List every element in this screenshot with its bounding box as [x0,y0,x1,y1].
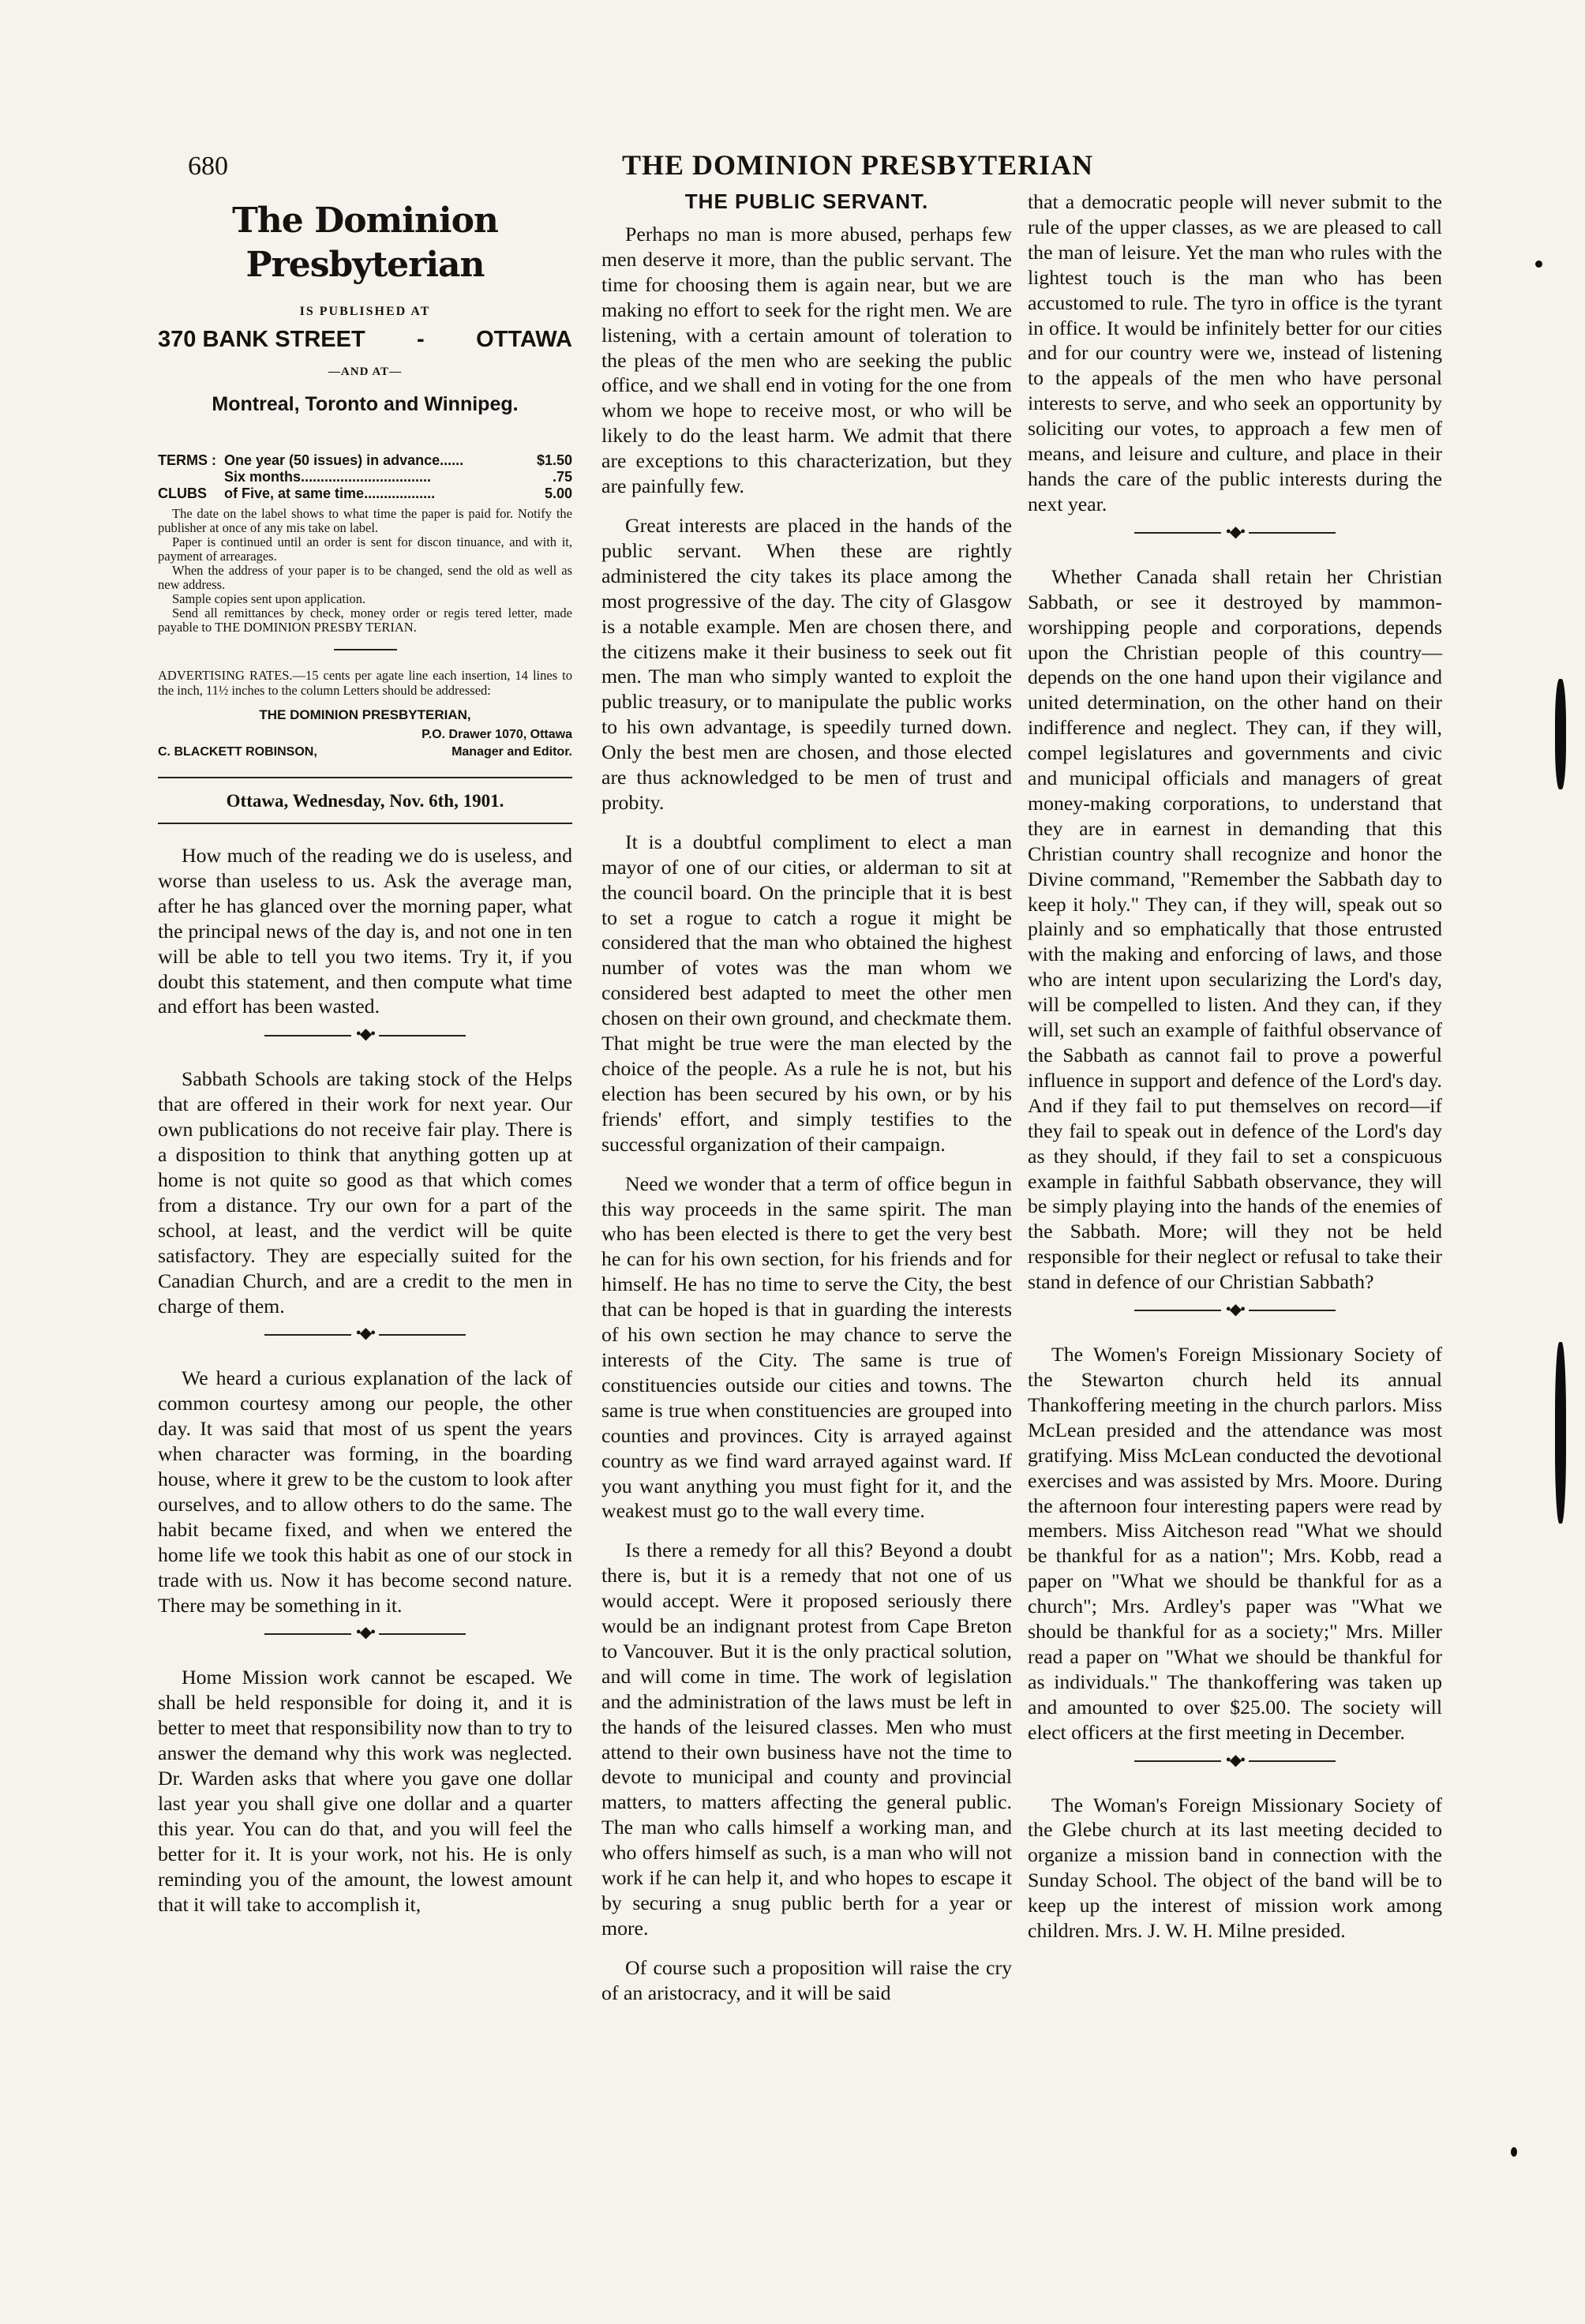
advertising-rates: ADVERTISING RATES.—15 cents per agate line each insertion, 14 lines to the inch, 11½ inches to the column Letters should be addressed: [158,668,572,698]
address-city: OTTAWA [476,327,572,352]
column-1 [158,189,572,1917]
divider [334,649,397,650]
news-paragraph: The Woman's Foreign Missionary Society of the Glebe church at its last meeting decided to organize a mission band in connection with the Sunday School. The object of the band will be to keep up the interest of mission work among children. Mrs. J. W. H. Milne presided. [1028,1793,1442,1943]
page-number: 680 [188,152,228,181]
address-dash: - [417,327,425,352]
postal-box: P.O. Drawer 1070, Ottawa [422,728,572,741]
terms-row: Six months................................. .75 [224,469,572,485]
terms-row: TERMS : One year (50 issues) in advance...... $1.50 [158,452,572,468]
scan-mark [1555,679,1566,789]
section-ornament: •◆• [158,1624,572,1641]
subscription-notices: The date on the label shows to what time the paper is paid for. Notify the publisher at once of any mis take on label. Paper is continued until an order is sent for discon tinuance, and with it, payment of arrearages. When the address of your paper is to be changed, send the old as well as new address. Sample copies sent upon application. Send all remittances by check, money order or regis tered letter, made payable to THE DOMINION PRESBY TERIAN. [158,506,572,635]
article-paragraph: that a democratic people will never submit to the rule of the upper classes, as we are pleased to call the man of leisure. Yet the man who rules with the lightest touch is the man who has been accustomed to rule. The tyro in office is the tyrant in office. It would be infinitely better for our cities and for our country were we, instead of listening to the appeals of the men who have personal interests to serve, and who seek an opportunity by soliciting our votes, to approach a few men of means, and leisure and culture, and place in their hands the care of the public interests during the next year. [1028,190,1442,515]
masthead-title: The Dominion Presbyterian [232,201,498,285]
scan-mark [1555,1342,1566,1524]
editorial-paragraph: How much of the reading we do is useless, and worse than useless to us. Ask the average man, after he has glanced over the morning paper, what the principal news of the day is, and not one in ten will be able to tell you two items. Try it, if you doubt this statement, and then compute what time and effort has been wasted. [158,844,572,1018]
terms-row: CLUBS of Five, at same time.................. 5.00 [158,485,572,501]
and-at: —AND AT— [328,365,403,378]
editorial-paragraph: We heard a curious explanation of the lack of common courtesy among our people, the other day. It was said that most of us spent the years when character was forming, in the boarding house, where it grew to be the custom to look after ourselves, and to allow others to do the same. The habit became fixed, and when we entered the home life we took this habit as one of our stock in trade with us. Now it has become second nature. There may be something in it. [158,1366,572,1617]
article-paragraph: It is a doubtful compliment to elect a man mayor of one of our cities, or alderman to sit at the council board. On the principle that it is best to set a rogue to catch a rogue it might be considered that the man who obtained the highest number of votes was the man whom we considered best adapted to meet the other men chosen on their own ground, and checkmate them. That might be true were the man elected by the choice of the people. As a rule he is not, but his election has been secured by his own, or by his friends' effort, and simply testifies to the successful organization of their campaign. [601,830,1012,1156]
manager-line: C. BLACKETT ROBINSON, Manager and Editor. [158,745,572,759]
editorial-paragraph: Sabbath Schools are taking stock of the Helps that are offered in their work for next year. Our own publications do not receive fair play. There is a disposition to think that anything gotten up at home is not quite so good as that which comes from a distance. Try our own for a part of the school, at least, and the verdict will be quite satisfactory. They are especially suited for the Canadian Church, and are a credit to the men in charge of them. [158,1067,572,1318]
article-paragraph: Is there a remedy for all this? Beyond a doubt there is, but it is a remedy that not one of us would accept. Were it proposed seriously there would be an indignant protest from Cape Breton to Vancouver. But it is the only practical solution, and will come in time. The work of legislation and the administration of the laws must be left in the hands of the leisured classes. Men who must attend to their own business have not the time to devote to municipal and county and provincial matters, to matters affecting the general public. The man who calls himself a working man, and who offers himself as such, is a man who will not work if he can help it, and who hopes to escape it by securing a snug public berth for a year or more. [601,1539,1012,1940]
publisher-name: THE DOMINION PRESBYTERIAN, [259,707,471,722]
editorial-paragraph: Home Mission work cannot be escaped. We shall be held responsible for doing it, and it is better to meet that responsibility now than to try to answer the demand why this work was neglected. Dr. Warden asks that where you gave one dollar last year you shall give one dollar and a quarter this year. You can do that, and you will feel the better for it. It is your work, not his. He is only reminding you of the amount, the lowest amount that it will take to accomplish it, [158,1666,572,1916]
section-ornament: •◆• [158,1325,572,1342]
column-3 [1028,189,1442,1944]
scan-mark [1511,2147,1517,2157]
article-paragraph: Need we wonder that a term of office begun in this way proceeds in the same spirit. The man who has been elected is there to get the very best he can for his own section, for his friends and for himself. He has no time to serve the City, the best that can be hoped is that in guarding the interests of his own section he may chance to serve the interests of the City. The same is true of constituencies outside our cities and towns. The same is true when constituencies are grouped into counties and provinces. City is arrayed against country as we find ward arrayed against ward. If you want anything you must fight for it, and the weakest must go to the wall every time. [601,1171,1012,1523]
other-cities: Montreal, Toronto and Winnipeg. [212,393,519,415]
terms-block [158,452,572,502]
article-paragraph: Of course such a proposition will raise the cry of an aristocracy, and it will be said [601,1955,1012,2004]
address-line [158,327,572,353]
running-head: THE DOMINION PRESBYTERIAN [622,149,1094,181]
article-headline: THE PUBLIC SERVANT. [684,189,929,213]
section-ornament: •◆• [158,1025,572,1043]
dateline: Ottawa, Wednesday, Nov. 6th, 1901. [226,791,504,811]
article-paragraph: Perhaps no man is more abused, perhaps few men deserve it more, than the public servant. The time for choosing them is again near, but we are making no effort to seek for the right men. We are listening, with a certain amount of toleration to the pleas of the men who are seeking the public office, and we shall end in voting for the one from whom we hope to receive most, or who will be likely to do the least harm. We admit that there are exceptions to this characterization, but they are painfully few. [601,223,1012,498]
article-paragraph: Great interests are placed in the hands of the public servant. When these are rightly administered the city takes its place among the most progressive of the day. The city of Glasgow is a notable example. Men are chosen there, and the citizens make it their business to seek out fit men. The man who simply wanted to exploit the public treasury, or to manipulate the public works to his own advantage, is speedily turned down. Only the best men are chosen, and those elected are thus acknowledged to be men of trust and probity. [601,513,1012,814]
address-street: 370 BANK STREET [158,327,365,352]
published-at: IS PUBLISHED AT [299,305,431,318]
editorial-paragraph: Whether Canada shall retain her Christian Sabbath, or see it destroyed by mammon-worshipping people and corporations, depends upon the Christian people of this country—depends on the one hand upon their vigilance and united determination, on the other hand on their indifference and neglect. They can, if they will, compel legislatures and governments and civic and municipal officials and managers of great money-making corporations, to understand that they are in earnest in demanding that this Christian country shall recognize and honor the Divine command, "Remember the Sabbath day to keep it holy." They can, if they will, speak out so plainly and so emphatically that those entrusted with the making and enforcing of laws, and those who are intent upon secularizing the Lord's day, will be compelled to listen. And they can, if they will, set such an example of faithful observance of the Sabbath as cannot fail to prove a powerful influence in support and defence of the Lord's day. And if they fail to put themselves on record—if they fail to speak out in defence of the Lord's day as they should, if they fail to set a conspicuous example in faithful Sabbath observance, they will be simply playing into the hands of the enemies of the Sabbath. More; will they not be held responsible for their neglect or refusal to take their stand in defence of our Christian Sabbath? [1028,564,1442,1294]
section-ornament: •◆• [1028,1752,1442,1769]
scan-mark [1535,261,1542,268]
section-ornament: •◆• [1028,523,1442,541]
news-paragraph: The Women's Foreign Missionary Society of the Stewarton church held its annual Thankoffering meeting in the church parlors. Miss McLean presided and the attendance was most gratifying. Miss McLean conducted the devotional exercises and was assisted by Mrs. Moore. During the afternoon four interesting papers were read by members. Miss Aitcheson read "What we should be thankful for as a nation"; Mrs. Kobb, read a paper on "What we should be thankful for as a church"; Mrs. Ardley's paper was "What we should be thankful for as a society;" Mrs. Miller read a paper on "What we should be thankful for as individuals." The thankoffering was taken up and amounted to over $25.00. The society will elect officers at the first meeting in December. [1028,1343,1442,1744]
column-2 [601,189,1012,2006]
divider [158,823,572,824]
section-ornament: •◆• [1028,1301,1442,1318]
